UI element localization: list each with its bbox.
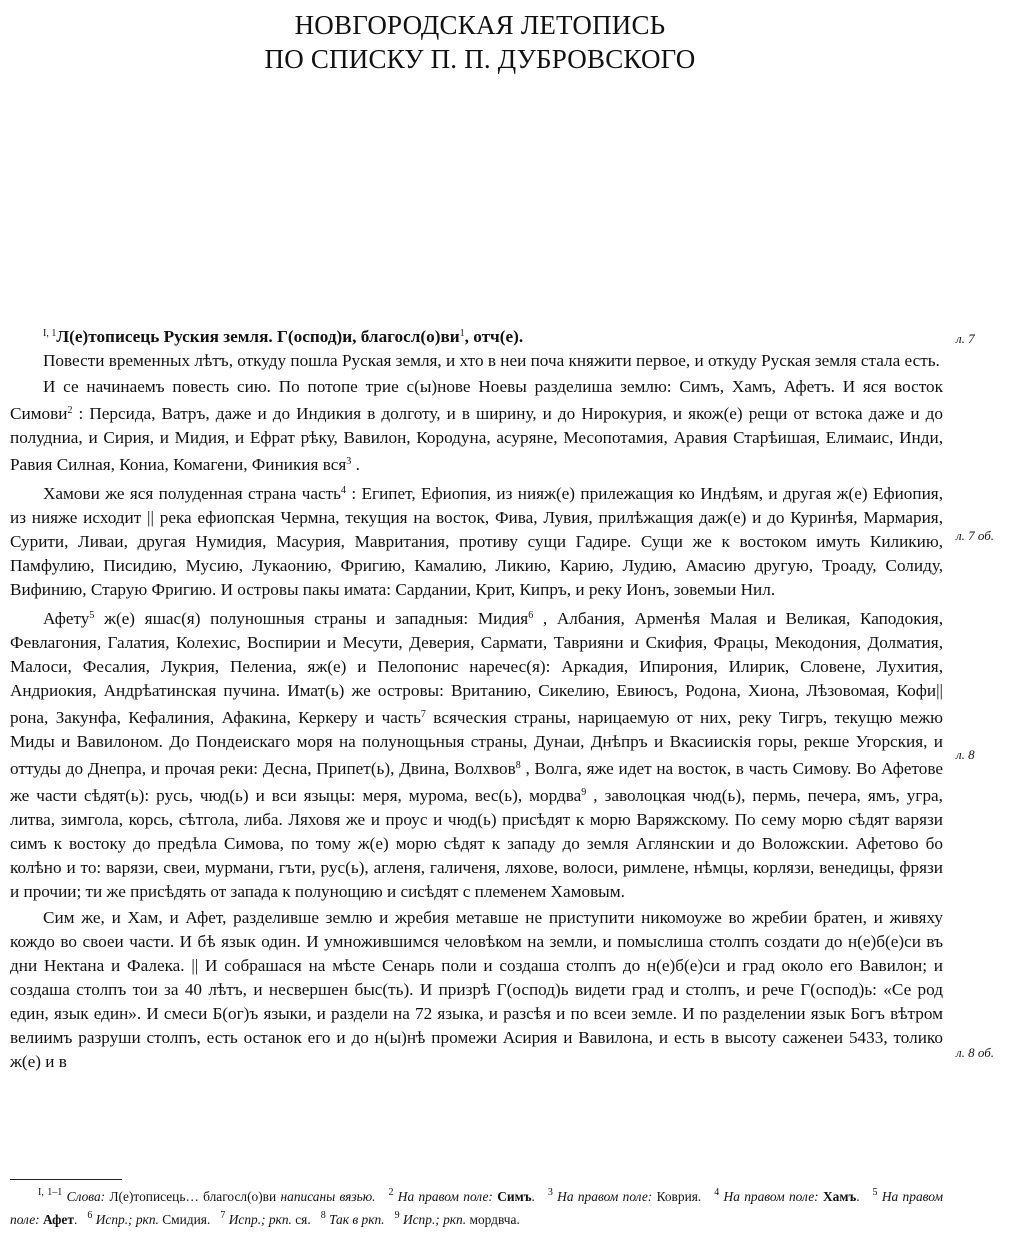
paragraph-2-b: : Персида, Ватръ, даже и до Индикия в долготу, и в ширину, и до Нирокурия, и якож(е) рещи от встока даже и до полудниа, и Сирия, и Мидия, и Ефрат рѣку, Вавилон, Кородуна, асуряне, Месопотамия, Аравия Старѣишая, Елимаис, Инди, Равия Силная, Кониа, Комагени, Финикия вся: [10, 404, 943, 474]
footnote-1-text: Л(е)тописець… благосл(о)ви: [105, 1189, 281, 1204]
footnote-7-label: Испр.; ркп.: [228, 1212, 292, 1227]
footnote-ref-2: 2: [67, 405, 73, 416]
paragraph-3: [10, 479, 943, 602]
footnote-mark-3: 3: [547, 1187, 553, 1198]
paragraph-3-a: Хамови же яся полуденная страна часть: [43, 484, 342, 503]
title-line-1: НОВГОРОДСКАЯ ЛЕТОПИСЬ: [294, 10, 666, 40]
paragraph-4-c: , Албания, Арменѣя Малая и Великая, Каподокия, Февлагония, Галатия, Колехис, Воспирии и Месути, Деверия, Сармати, Таврияни и Скифия, Фрацы, Мекодония, Долматия, Малоси, Фесалия, Лукрия, Пелениа, яж(е) и Пелопонис наречес(я): Аркадия, Ипирония, Илирик, Словене, Лухития, Андриокия, Андрѣатинская пучина. Имат(ь) же островы: Вританию, Сикелию, Евиюсъ, Родона, Хиона, Лѣзовомая, Кофи||рона, Закунфа, Кефалиния, Афакина, Керкеру и часть: [10, 609, 943, 727]
footnote-6-value: Смидия.: [162, 1212, 211, 1227]
footnote-ref-1: 1: [459, 328, 465, 339]
footnotes: $^{I, 1-1}$ Слова: Л(е)тописець… благосл(о)ви написаны вязью. $^2$ На правом поле: Симъ. $^3$ На правом поле: Коврия. $^4$ На правом поле: Хамъ. $^5$ На правом поле: Афет. $^6$ Испр.; ркп. Смидия. $^7$ Испр.; ркп. ся. $^8$ Так в ркп. $^9$ Испр.; ркп. мордвча.: [10, 1187, 944, 1227]
footnote-3-value: Коврия.: [656, 1189, 702, 1204]
footnote-9-value: мордвча.: [469, 1212, 520, 1227]
paragraph-4: [10, 604, 943, 904]
footnote-8-label: Так в ркп.: [329, 1212, 385, 1227]
footnote-mark-2: 2: [388, 1187, 394, 1198]
footnote-3-label: На правом поле:: [557, 1189, 653, 1204]
margin-note-folio-8: л. 8: [956, 747, 975, 762]
margin-note-folio-8-verso: л. 8 об.: [956, 1045, 995, 1060]
chronicle-text: [10, 322, 943, 1076]
footnote-ref-3: 3: [346, 456, 352, 467]
paragraph-4-a: Афету: [43, 609, 90, 628]
paragraph-4-d: всяческия страны, нарицаемую от них, реку Тигръ, текущю межю Миды и Вавилоном. До Пондеискаго моря на полунощьныя страны, Дунаи, Днѣпръ и Вкасиискія горы, рекше Угорския, и оттуды до Днепра, и прочая реки: Десна, Припет(ь), Двина, Волхвов: [10, 708, 943, 778]
paragraph-5: Сим же, и Хам, и Афет, разделивше землю и жребия метавше не приступити никомоуже во жребии братен, и живяху кождо во своеи части. И бѣ язык один. И умножившимся человѣком на земли, и помыслиша столпъ создати до н(е)б(е)си въ дни Нектана и Фалека. || И собрашася на мѣсте Сенарь поли и создаша столпъ до н(е)б(е)си и град около его Вавилон; и создаша столпъ тои за 40 лѣтъ, и несвершен быс(ть). И призрѣ Г(оспод)ь видети град и столпъ, и рече Г(оспод)ь: «Се род един, язык един». И смеси Б(ог)ъ языки, и раздели на 72 языка, и разсѣя и по всеи земле. И по разделении язык Богъ вѣтром велиимъ разруши столпъ, есть останок его и до н(ы)нѣ промежи Асирия и Вавилона, и есть в высоту саженеи 5433, толико ж(е) и в: [10, 908, 943, 1071]
footnote-mark-6: 6: [87, 1210, 93, 1221]
footnote-mark-1: I, 1–1: [38, 1187, 63, 1198]
footnote-mark-7: 7: [220, 1210, 226, 1221]
footnote-mark-9: 9: [394, 1210, 400, 1221]
footnote-ref-4: 4: [341, 485, 347, 496]
footnote-5-value: Афет: [43, 1212, 74, 1227]
paragraph-2-a: И се начинаемъ повесть сию. По потопе трие с(ы)нове Ноевы разделиша землю: Симъ, Хамъ, Афетъ. И яся восток Симови: [10, 377, 943, 423]
footnote-9-label: Испр.; ркп.: [402, 1212, 467, 1227]
chronicle-heading: [10, 322, 943, 349]
footnote-4-value: Хамъ: [822, 1189, 857, 1204]
paragraph-1: Повести временных лѣтъ, откуду пошла Руская земля, и хто в неи поча княжити первое, и откуду Руская земля стала есть.: [43, 351, 940, 370]
margin-note-folio-7-verso: л. 7 об.: [956, 528, 995, 543]
page-title: [0, 8, 960, 76]
footnote-5-label: На правом поле:: [10, 1189, 944, 1227]
footnote-ref-6: 6: [528, 610, 534, 621]
footnote-mark-8: 8: [320, 1210, 326, 1221]
paragraph-2: [10, 375, 943, 477]
footnote-mark-4: 4: [714, 1187, 720, 1198]
paragraph-4-b: ж(е) яшас(я) полуношныя страны и западныя: Мидия: [94, 609, 529, 628]
footnote-ref-7: 7: [420, 709, 426, 720]
paragraph-4-f: , заволоцкая чюд(ь), пермь, печера, ямъ, угра, литва, зимгола, корсь, сѣтгола, либа. Ляховя же и проус и чюд(ь) присѣдят к морю Варяжскому. По сему морю сѣдят варязи симъ к востоку до предѣла Симова, по тому ж(е) морю сѣдят к западу до земля Аглянскии и до Воложскии. Афетово бо колѣно и то: варязи, свеи, мурмани, гъти, рус(ь), агленя, галиченя, ляхове, волоси, римлене, нѣмцы, корлязи, венедицы, фрязи и прочии; ти же присѣдять от запада к полунощию и сисѣдят с племенем Хамовым.: [10, 786, 943, 901]
footnote-mark-5: 5: [872, 1187, 878, 1198]
footnote-1-label: Слова:: [66, 1189, 106, 1204]
paragraph-4-e: , Волга, яже идет на восток, в часть Симову. Во Афетове же части сѣдят(ь): русь, чюд(ь) и вси языцы: меря, мурома, вес(ь), мордва: [10, 759, 943, 805]
margin-note-folio-7: л. 7: [956, 331, 975, 346]
paragraph-3-b: : Египет, Ефиопия, из нияж(е) прилежащия ко Индѣям, и другая ж(е) Ефиопия, из нияже исходит || река ефиопская Чермна, текущия на восток, Фива, Лувия, прилѣжащия даж(е) и до Куринѣя, Мармария, Сурити, Ливаи, другая Нумидия, Масурия, Мавритания, противу сущи Гадире. Сущи же к востоком имуть Киликию, Памфулию, Писидию, Мусию, Лукаонию, Фригию, Камалию, Ликию, Карию, Лудию, Амасию другую, Троаду, Солиду, Вифинию, Старую Фригию. И островы пакы имата: Сардании, Крит, Кипръ, и реку Ионъ, зовемыи Нил.: [10, 484, 943, 599]
title-line-2: ПО СПИСКУ П. П. ДУБРОВСКОГО: [264, 44, 696, 74]
footnote-ref-8: 8: [515, 760, 521, 771]
footnote-2-value: Симъ: [497, 1189, 532, 1204]
footnote-7-value: ся.: [295, 1212, 311, 1227]
footnote-4-label: На правом поле:: [723, 1189, 819, 1204]
heading-text: Л(е)тописець Руския земля. Г(оспод)и, благосл(о)ви: [56, 327, 460, 346]
footnote-ref-9: 9: [581, 787, 587, 798]
footnote-ref-5: 5: [89, 610, 95, 621]
paragraph-2-c: .: [351, 455, 360, 474]
footnote-rule: [10, 1179, 122, 1180]
footnote-1-note: написаны вязью.: [280, 1189, 376, 1204]
heading-tail: , отч(е).: [464, 327, 524, 346]
footnote-2-label: На правом поле:: [397, 1189, 493, 1204]
footnote-6-label: Испр.; ркп.: [95, 1212, 159, 1227]
heading-mark: I, 1: [43, 328, 57, 339]
